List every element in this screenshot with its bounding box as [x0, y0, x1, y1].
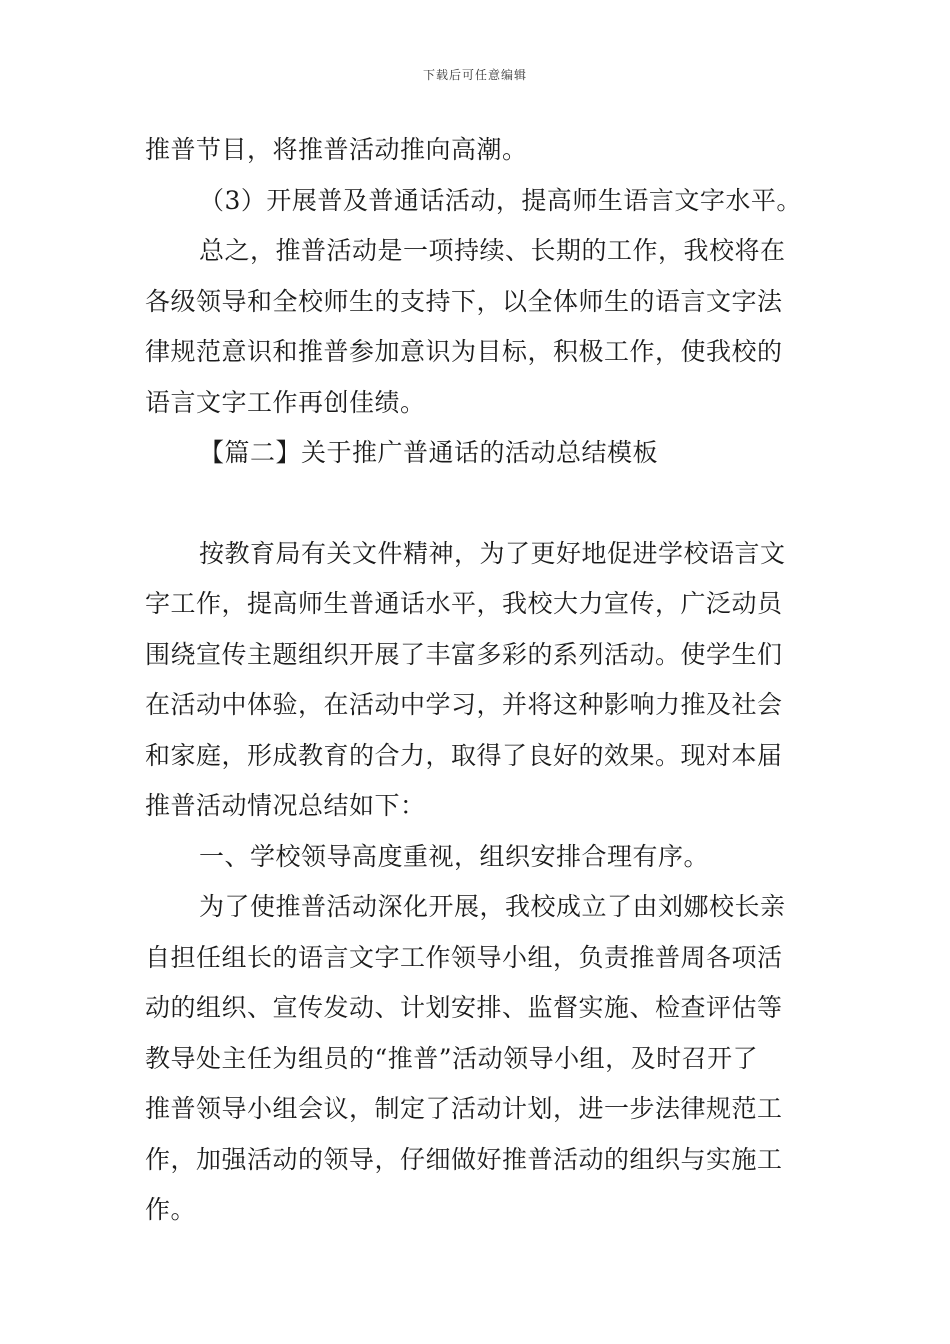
blank-line — [145, 479, 810, 529]
text-line: 按教育局有关文件精神，为了更好地促进学校语言文 — [199, 538, 786, 568]
text-line: 语言文字工作再创佳绩。 — [145, 387, 426, 417]
text-line: 教导处主任为组员的“推普”活动领导小组，及时召开了 — [145, 1043, 759, 1073]
text-line: 作，加强活动的领导，仔细做好推普活动的组织与实施工 — [145, 1144, 783, 1174]
text-line: 总之，推普活动是一项持续、长期的工作，我校将在 — [199, 236, 786, 265]
text-line: 自担任组长的语言文字工作领导小组，负责推普周各项活 — [145, 942, 783, 972]
text-line: 和家庭，形成教育的合力，取得了良好的效果。现对本届 — [145, 740, 783, 770]
text-line: （3）开展普及普通话活动，提高师生语言文字水平。 — [199, 185, 802, 215]
text-line: 作。 — [145, 1195, 197, 1224]
section-heading: 【篇二】关于推广普通话的活动总结模板 — [199, 438, 659, 467]
text-line: 推普领导小组会议，制定了活动计划，进一步法律规范工 — [145, 1094, 783, 1123]
text-line: 律规范意识和推普参加意识为目标，积极工作，使我校的 — [145, 337, 783, 366]
text-line: 各级领导和全校师生的支持下，以全体师生的语言文字法 — [145, 286, 783, 316]
text-line: 围绕宣传主题组织开展了丰富多彩的系列活动。使学生们 — [145, 639, 783, 669]
text-line: 在活动中体验，在活动中学习，并将这种影响力推及社会 — [145, 690, 783, 719]
subsection-heading: 一、学校领导高度重视，组织安排合理有序。 — [199, 841, 710, 871]
text-line: 推普活动情况总结如下： — [145, 791, 426, 820]
text-line: 推普节目，将推普活动推向高潮。 — [145, 135, 528, 164]
body-text — [145, 125, 810, 1236]
text-line: 字工作，提高师生普通话水平，我校大力宣传，广泛动员 — [145, 589, 783, 618]
text-line: 动的组织、宣传发动、计划安排、监督实施、检查评估等 — [145, 993, 783, 1022]
header-note: 下载后可任意编辑 — [422, 68, 527, 82]
text-line: 为了使推普活动深化开展，我校成立了由刘娜校长亲 — [199, 892, 786, 921]
